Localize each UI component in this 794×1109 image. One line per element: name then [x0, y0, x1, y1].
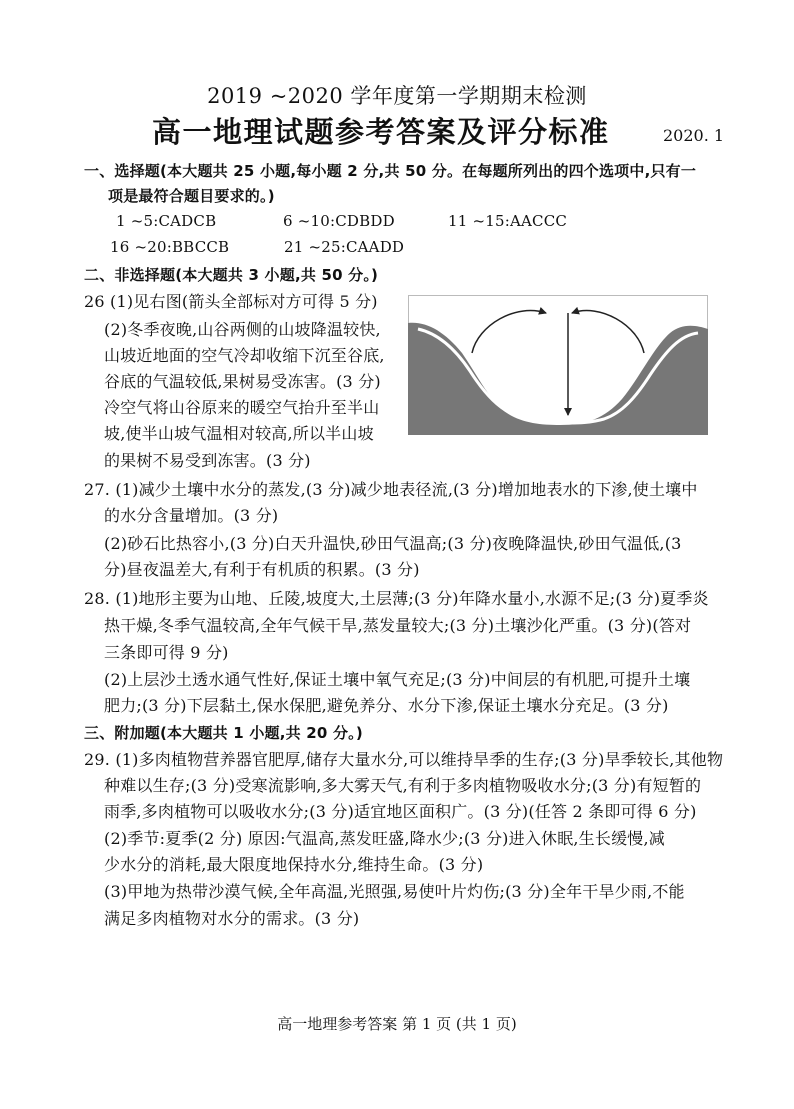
document-date: 2020. 1 — [663, 126, 725, 145]
q26-line: 26 (1)见右图(箭头全部标对方可得 5 分) — [84, 292, 378, 311]
page-footer: 高一地理参考答案 第 1 页 (共 1 页) — [277, 1015, 517, 1033]
q29-line: 少水分的消耗,最大限度地保持水分,维持生命。(3 分) — [104, 855, 484, 874]
q28-line: 三条即可得 9 分) — [104, 643, 229, 662]
q28-line: (2)上层沙土透水通气性好,保证土壤中氧气充足;(3 分)中间层的有机肥,可提升土壤 — [104, 670, 691, 689]
section2-heading: 二、非选择题(本大题共 3 小题,共 50 分。) — [84, 266, 379, 284]
section1-heading: 一、选择题(本大题共 25 小题,每小题 2 分,共 50 分。在每题所列出的四个选项中,只有一 — [84, 162, 697, 180]
q27-line: 分)昼夜温差大,有利于有机质的积累。(3 分) — [104, 560, 420, 579]
section1-heading-cont: 项是最符合题目要求的。) — [108, 187, 275, 205]
q28-line: 热干燥,冬季气温较高,全年气候干旱,蒸发量较大;(3 分)土壤沙化严重。(3 分)(答对 — [104, 616, 692, 635]
q29-line: 雨季,多肉植物可以吸收水分;(3 分)适宜地区面积广。(3 分)(任答 2 条即可得 6 分) — [104, 802, 697, 821]
section3-heading: 三、附加题(本大题共 1 小题,共 20 分。) — [84, 724, 363, 742]
q26-line: 的果树不易受到冻害。(3 分) — [104, 451, 311, 470]
q29-line: 29. (1)多肉植物营养器官肥厚,储存大量水分,可以维持旱季的生存;(3 分)旱季较长,其他物 — [84, 750, 724, 769]
answer-group: 16 ~20:BBCCB — [110, 238, 230, 256]
q26-line: 山坡近地面的空气冷却收缩下沉至谷底, — [104, 346, 385, 365]
q26-line: 坡,使半山坡气温相对较高,所以半山坡 — [104, 424, 374, 443]
q27-line: 27. (1)减少土壤中水分的蒸发,(3 分)减少地表径流,(3 分)增加地表水的下渗,使土壤中 — [84, 480, 698, 499]
q27-line: 的水分含量增加。(3 分) — [104, 506, 279, 525]
q28-line: 肥力;(3 分)下层黏土,保水保肥,避免养分、水分下渗,保证土壤水分充足。(3 分) — [104, 696, 669, 715]
q27-line: (2)砂石比热容小,(3 分)白天升温快,砂田气温高;(3 分)夜晚降温快,砂田气温低,(3 — [104, 534, 682, 553]
answer-group: 21 ~25:CAADD — [284, 238, 405, 256]
document-title: 高一地理试题参考答案及评分标准 — [152, 115, 610, 149]
q26-line: (2)冬季夜晚,山谷两侧的山坡降温较快, — [104, 320, 381, 339]
exam-title: 2019 ~2020 学年度第一学期期末检测 — [207, 84, 587, 108]
q26-line: 冷空气将山谷原来的暖空气抬升至半山 — [104, 398, 380, 417]
q29-line: (3)甲地为热带沙漠气候,全年高温,光照强,易使叶片灼伤;(3 分)全年干旱少雨,不能 — [104, 882, 685, 901]
q28-line: 28. (1)地形主要为山地、丘陵,坡度大,土层薄;(3 分)年降水量小,水源不足;(3 分)夏季炎 — [84, 589, 709, 608]
answer-group: 1 ~5:CADCB — [116, 212, 217, 230]
answer-group: 11 ~15:AACCC — [448, 212, 568, 230]
q29-line: 种难以生存;(3 分)受寒流影响,多大雾天气,有利于多肉植物吸收水分;(3 分)有短暂的 — [104, 776, 702, 795]
answer-group: 6 ~10:CDBDD — [283, 212, 395, 230]
q29-line: 满足多肉植物对水分的需求。(3 分) — [104, 909, 360, 928]
q29-line: (2)季节:夏季(2 分) 原因:气温高,蒸发旺盛,降水少;(3 分)进入休眠,生长缓慢,减 — [104, 829, 665, 848]
q26-line: 谷底的气温较低,果树易受冻害。(3 分) — [104, 372, 381, 391]
valley-wind-diagram — [408, 295, 708, 435]
